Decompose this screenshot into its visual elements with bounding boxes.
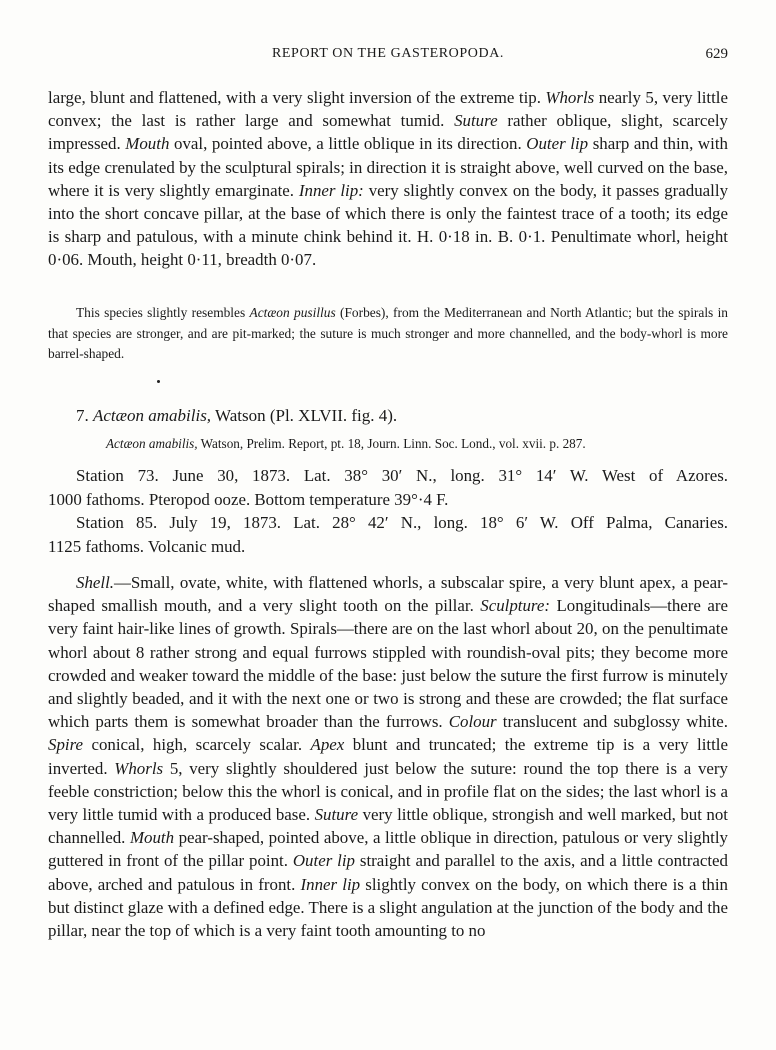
italic-term: Spire xyxy=(48,735,84,755)
text-run: very little oblique, strongish and well marked, but not channelled. xyxy=(48,805,728,848)
station-record xyxy=(48,464,728,512)
text-run: This species slightly resembles xyxy=(76,305,250,320)
comparison-note xyxy=(48,303,728,365)
synonymy-name: Actæon amabilis, xyxy=(106,436,198,451)
italic-term: Apex xyxy=(310,735,345,755)
species-heading xyxy=(76,406,397,426)
text-run: 5, very slightly shouldered just below the suture: round the top there is a very feeble constriction; below this the whorl is conical, and in profile flat on the sides; the last whorl is a very little tumid with a produced base. xyxy=(48,758,728,825)
text-run: slightly convex on the body, on which there is a thin but distinct glaze with a defined edge. There is a slight angulation at the junction of the body and the pillar, near the top of which is a very faint tooth amounting to no xyxy=(48,874,728,941)
species-number: 7. xyxy=(76,406,89,425)
italic-term: Sculpture: xyxy=(480,596,550,616)
synonymy-reference xyxy=(106,436,586,452)
italic-term: Shell. xyxy=(76,573,114,592)
text-run: straight and parallel to the axis, and a little contracted above, arched and patulous in front. xyxy=(48,851,728,894)
text-run: conical, high, scarcely scalar. xyxy=(83,735,311,755)
stray-dot-mark xyxy=(157,380,160,383)
text-run: nearly 5, very little convex; the last is rather large and somewhat tumid. xyxy=(48,88,728,131)
species-name: Actæon amabilis, xyxy=(93,406,212,425)
text-run: —Small, ovate, white, with flattened whorls, a subscalar spire, a very blunt apex, a pear-shaped smallish mouth, and a very slight tooth on the pillar. xyxy=(48,573,728,616)
station-line: Station 73. June 30, 1873. Lat. 38° 30′ N., long. 31° 14′ W. West of Azores. xyxy=(76,466,728,485)
station-depth-line: 1000 fathoms. Pteropod ooze. Bottom temperature 39°·4 F. xyxy=(48,490,449,509)
text-run: rather oblique, slight, scarcely impressed. xyxy=(48,111,729,154)
shell-description-paragraph xyxy=(48,571,728,942)
italic-term: Whorls xyxy=(114,758,164,778)
text-run: very slightly convex on the body, it passes gradually into the short concave pillar, at the base of which there is only the faintest trace of a tooth; its edge is sharp and patulous, with a minute chink behind it. H. 0·18 in. B. 0·1. Penultimate whorl, height 0·06. Mouth, height 0·11, breadth 0·07. xyxy=(48,180,729,270)
text-run: pear-shaped, pointed above, a little oblique in direction, patulous or very slightly guttered in front of the pillar point. xyxy=(48,828,728,871)
page-number: 629 xyxy=(705,46,728,62)
station-record xyxy=(48,511,728,559)
italic-term: Mouth xyxy=(125,134,170,154)
italic-term: Outer lip xyxy=(292,851,355,871)
italic-term: Actæon pusillus xyxy=(249,305,336,320)
page-header xyxy=(48,46,728,68)
station-depth-line: 1125 fathoms. Volcanic mud. xyxy=(48,537,246,556)
italic-term: Inner lip: xyxy=(298,180,364,200)
italic-term: Colour xyxy=(448,712,497,732)
text-run: Longitudinals—there are very faint hair-like lines of growth. Spirals—there are on the last whorl about 20, on the penultimate whorl about 8 rather strong and equal furrows stippled with roundish-oval pits; they become more crowded and weaker toward the middle of the base: just below the suture the first furrow is minutely and slightly beaded, and it with the next one or two is strong and these are crowded; the flat surface which parts them is somewhat broader than the furrows. xyxy=(48,596,728,732)
italic-term: Outer lip xyxy=(526,134,589,154)
italic-term: Inner lip xyxy=(300,874,361,894)
italic-term: Suture xyxy=(454,111,498,131)
text-run: large, blunt and flattened, with a very slight inversion of the extreme tip. xyxy=(48,88,546,107)
station-line: Station 85. July 19, 1873. Lat. 28° 42′ N., long. 18° 6′ W. Off Palma, Canaries. xyxy=(76,513,728,532)
text-run: (Forbes), from the Mediterranean and North Atlantic; but the spirals in that species are stronger, and are pit-marked; the suture is much stronger and more channelled, and the body-whorl is more barrel-shaped. xyxy=(48,305,728,361)
synonymy-citation: Watson, Prelim. Report, pt. 18, Journ. Linn. Soc. Lond., vol. xvii. p. 287. xyxy=(197,436,586,451)
text-run: sharp and thin, with its edge crenulated by the sculptural spirals; in direction it is straight above, well curved on the base, where it is very slightly emarginate. xyxy=(48,134,728,200)
species-authority: Watson (Pl. XLVII. fig. 4). xyxy=(211,406,398,425)
italic-term: Suture xyxy=(314,805,359,825)
text-run: translucent and subglossy white. xyxy=(496,712,728,732)
text-run: oval, pointed above, a little oblique in its direction. xyxy=(169,134,527,154)
description-paragraph-continued xyxy=(48,86,728,272)
text-run: blunt and truncated; the extreme tip is a very little inverted. xyxy=(48,735,728,778)
running-title: REPORT ON THE GASTEROPODA. xyxy=(271,46,505,61)
italic-term: Mouth xyxy=(129,828,175,848)
italic-term: Whorls xyxy=(545,88,595,107)
